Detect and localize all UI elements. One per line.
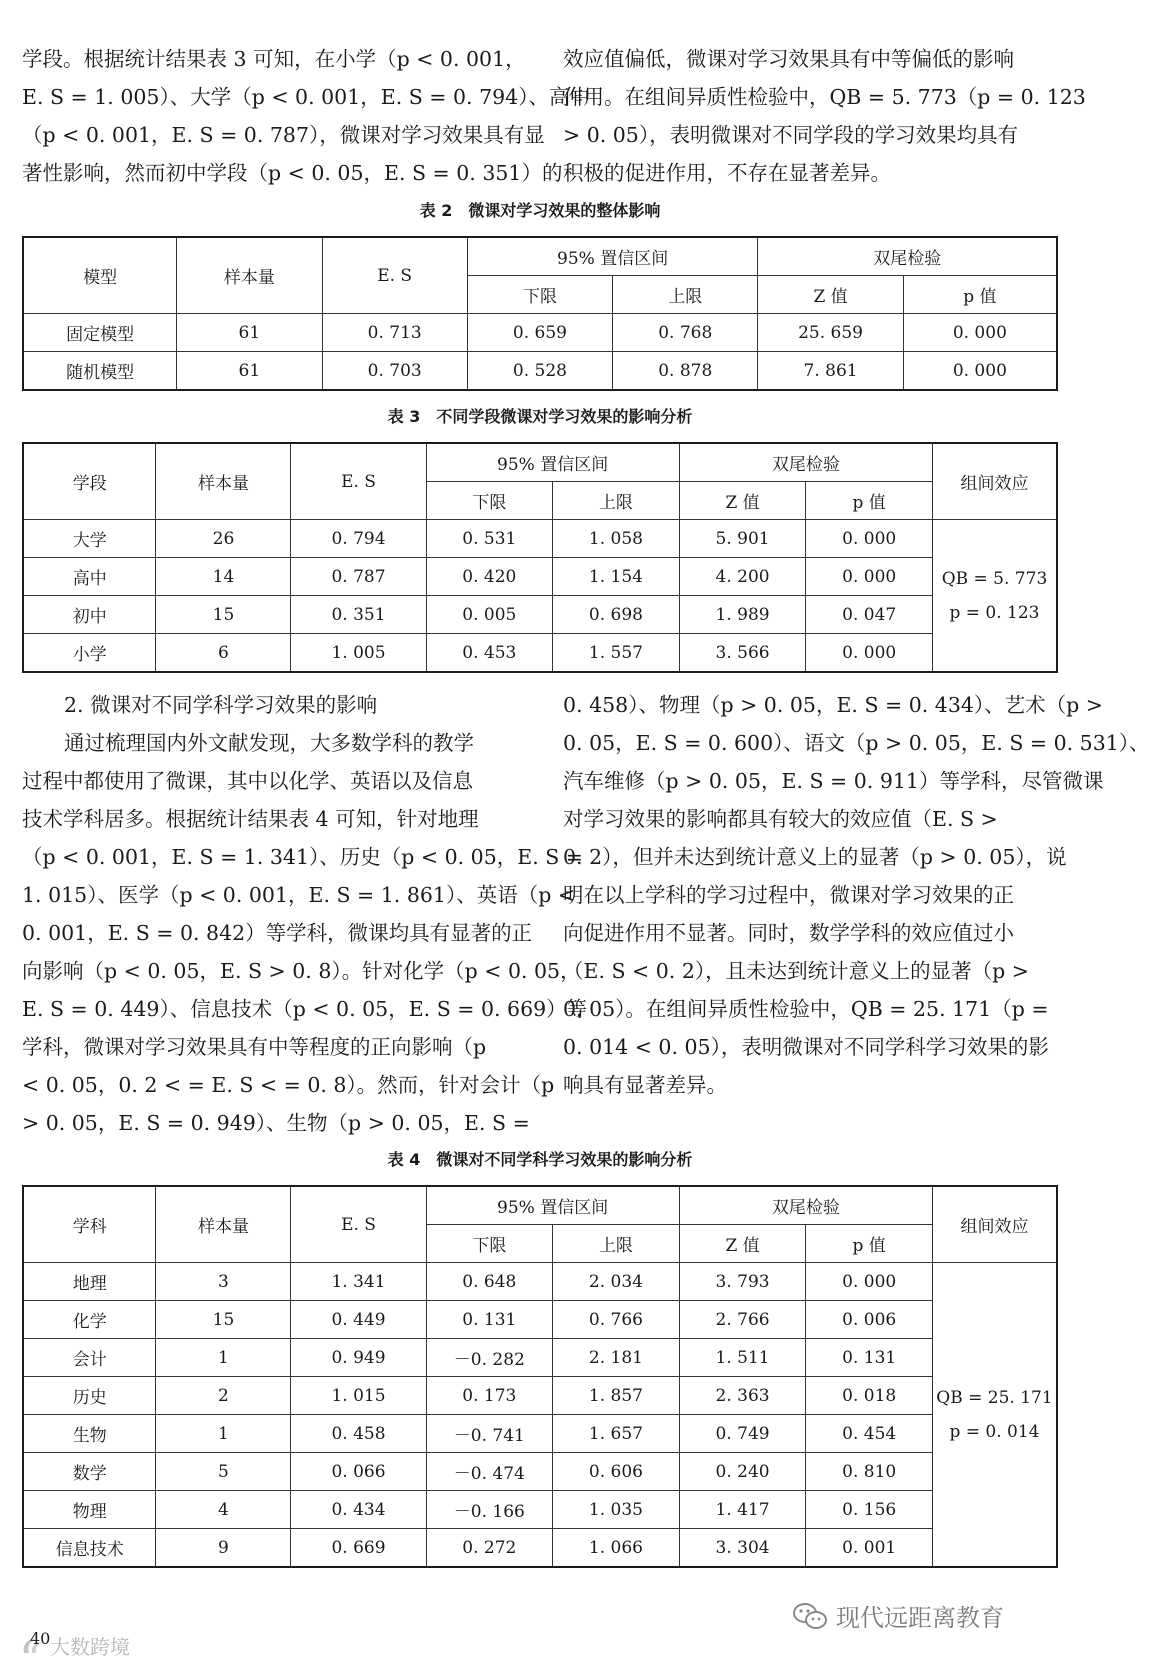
table-cell: 15 — [156, 1301, 291, 1339]
table-cell: 5. 901 — [679, 520, 806, 558]
text-line: 1. 015）、医学（p < 0. 001，E. S = 1. 861）、英语（p < — [22, 883, 576, 907]
section-heading: 2. 微课对不同学科学习效果的影响 — [64, 693, 378, 717]
table-cell: －0. 741 — [426, 1415, 553, 1453]
header-two-tailed-test: 双尾检验 — [758, 237, 1057, 276]
table-cell: 0. 787 — [291, 558, 426, 596]
table-cell: 0. 131 — [806, 1339, 933, 1377]
text-line: 积极的促进作用，不存在显著差异。 — [563, 161, 891, 185]
text-line: 效应值偏低，微课对学习效果具有中等偏低的影响 — [563, 47, 1014, 71]
text-line: 过程中都使用了微课，其中以化学、英语以及信息 — [22, 769, 473, 793]
table-cell: 0. 606 — [553, 1453, 680, 1491]
table-cell: 0. 749 — [679, 1415, 806, 1453]
table-cell: 3 — [156, 1263, 291, 1301]
table-cell: 0. 698 — [553, 596, 680, 634]
table-cell: 0. 420 — [426, 558, 553, 596]
text-line: 0. 014 < 0. 05），表明微课对不同学科学习效果的影 — [563, 1035, 1049, 1059]
table-cell: 0. 006 — [806, 1301, 933, 1339]
table-cell: 4 — [156, 1491, 291, 1529]
table-cell: －0. 166 — [426, 1491, 553, 1529]
mid-right-paragraph — [563, 686, 1150, 1104]
table3-caption: 表 3 不同学段微课对学习效果的影响分析 — [387, 407, 693, 426]
text-line: 学段。根据统计结果表 3 可知，在小学（p < 0. 001， — [22, 47, 526, 71]
table-cell: 9 — [156, 1529, 291, 1568]
table-cell: 会计 — [23, 1339, 156, 1377]
table-cell: －0. 474 — [426, 1453, 553, 1491]
table-cell: 25. 659 — [758, 314, 903, 352]
header-lower: 下限 — [426, 482, 553, 520]
table-cell: 0. 669 — [291, 1529, 426, 1568]
text-line: （p < 0. 001，E. S = 0. 787），微课对学习效果具有显 — [22, 123, 545, 147]
text-line: 明在以上学科的学习过程中，微课对学习效果的正 — [563, 883, 1014, 907]
top-left-paragraph — [22, 40, 590, 192]
page-number: 40 — [30, 1629, 51, 1648]
table4 — [22, 1185, 1058, 1568]
table-cell: 小学 — [23, 634, 156, 673]
table-cell: 0. 000 — [806, 520, 933, 558]
table-cell: 0. 878 — [613, 352, 758, 391]
table-cell: 0. 047 — [806, 596, 933, 634]
wechat-icon — [792, 1601, 828, 1631]
table-cell: 4. 200 — [679, 558, 806, 596]
table-row — [23, 1339, 1057, 1377]
text-line: 0. 458）、物理（p > 0. 05，E. S = 0. 434）、艺术（p > — [563, 693, 1103, 717]
table-cell: 2. 766 — [679, 1301, 806, 1339]
mid-left-paragraph — [22, 686, 588, 1142]
text-line: 0. 001，E. S = 0. 842）等学科，微课均具有显著的正 — [22, 921, 533, 945]
table-cell: 0. 713 — [322, 314, 467, 352]
header-confidence-interval: 95% 置信区间 — [426, 1186, 679, 1225]
text-line: E. S = 0. 449）、信息技术（p < 0. 05，E. S = 0. 669）等 — [22, 997, 588, 1021]
header-confidence-interval: 95% 置信区间 — [467, 237, 758, 276]
header-model: 模型 — [23, 237, 177, 314]
text-line: < 0. 05，0. 2 < = E. S < = 0. 8）。然而，针对会计（p — [22, 1073, 555, 1097]
table-cell: 3. 304 — [679, 1529, 806, 1568]
table-cell: 0. 000 — [806, 634, 933, 673]
table-cell: 2 — [156, 1377, 291, 1415]
table4-caption: 表 4 微课对不同学科学习效果的影响分析 — [387, 1150, 693, 1169]
qb-p-value: p = 0. 123 — [949, 602, 1040, 623]
table-cell: 0. 458 — [291, 1415, 426, 1453]
text-line: 向促进作用不显著。同时，数学学科的效应值过小 — [563, 921, 1014, 945]
table-cell: 0. 703 — [322, 352, 467, 391]
table-cell: 0. 351 — [291, 596, 426, 634]
header-stage: 学段 — [23, 443, 156, 520]
header-between-group-effect: 组间效应 — [932, 1186, 1057, 1263]
table-cell: 0. 648 — [426, 1263, 553, 1301]
text-line: （E. S < 0. 2），且未达到统计意义上的显著（p > — [563, 959, 1029, 983]
table-cell: 0. 453 — [426, 634, 553, 673]
table-row — [23, 1453, 1057, 1491]
table-cell: 61 — [177, 352, 322, 391]
table-cell: 2. 363 — [679, 1377, 806, 1415]
table-cell: 5 — [156, 1453, 291, 1491]
text-line: 作用。在组间异质性检验中，QB = 5. 773（p = 0. 123 — [563, 85, 1086, 109]
table-cell: 初中 — [23, 596, 156, 634]
table-cell: 3. 566 — [679, 634, 806, 673]
watermark-right — [792, 1598, 1004, 1633]
table-row — [23, 352, 1057, 391]
table-cell: 0. 066 — [291, 1453, 426, 1491]
table-cell: 0. 528 — [467, 352, 612, 391]
table-cell: 1. 005 — [291, 634, 426, 673]
table-cell: 0. 659 — [467, 314, 612, 352]
table-cell: 1 — [156, 1339, 291, 1377]
table-cell: －0. 282 — [426, 1339, 553, 1377]
table-row — [23, 1301, 1057, 1339]
header-sample-size: 样本量 — [156, 1186, 291, 1263]
table-cell: 0. 240 — [679, 1453, 806, 1491]
table-cell: 1. 015 — [291, 1377, 426, 1415]
table-cell: 0. 434 — [291, 1491, 426, 1529]
table-cell: 2. 181 — [553, 1339, 680, 1377]
header-z: Z 值 — [679, 1225, 806, 1263]
table-cell: 固定模型 — [23, 314, 177, 352]
text-line: > 0. 05），表明微课对不同学段的学习效果均具有 — [563, 123, 1019, 147]
table2 — [22, 236, 1058, 391]
table-cell: 26 — [156, 520, 291, 558]
table-cell: 1. 857 — [553, 1377, 680, 1415]
header-subject: 学科 — [23, 1186, 156, 1263]
header-effect-size: E. S — [322, 237, 467, 314]
header-two-tailed-test: 双尾检验 — [679, 443, 932, 482]
table-cell: 0. 454 — [806, 1415, 933, 1453]
table-row — [23, 1263, 1057, 1301]
table-cell: 0. 001 — [806, 1529, 933, 1568]
table-cell: 0. 000 — [903, 352, 1057, 391]
header-upper: 上限 — [553, 482, 680, 520]
table-cell: 0. 794 — [291, 520, 426, 558]
text-line: 0. 05，E. S = 0. 600）、语文（p > 0. 05，E. S = 0. 531）、 — [563, 731, 1150, 755]
table-cell: 历史 — [23, 1377, 156, 1415]
between-group-effect-cell — [932, 520, 1057, 673]
header-two-tailed-test: 双尾检验 — [679, 1186, 932, 1225]
table-cell: 1. 066 — [553, 1529, 680, 1568]
table-cell: 高中 — [23, 558, 156, 596]
table-cell: 物理 — [23, 1491, 156, 1529]
table-cell: 1. 511 — [679, 1339, 806, 1377]
text-line: 通过梳理国内外文献发现，大多数学科的教学 — [64, 731, 474, 755]
table-cell: 0. 018 — [806, 1377, 933, 1415]
text-line: > 0. 05，E. S = 0. 949）、生物（p > 0. 05，E. S = — [22, 1111, 530, 1135]
header-upper: 上限 — [553, 1225, 680, 1263]
table2-caption: 表 2 微课对学习效果的整体影响 — [419, 201, 661, 220]
text-line: 技术学科居多。根据统计结果表 4 可知，针对地理 — [22, 807, 479, 831]
table-cell: 14 — [156, 558, 291, 596]
table-row — [23, 1491, 1057, 1529]
header-sample-size: 样本量 — [156, 443, 291, 520]
table-cell: 61 — [177, 314, 322, 352]
table-row — [23, 1415, 1057, 1453]
table-cell: 随机模型 — [23, 352, 177, 391]
table-cell: 0. 768 — [613, 314, 758, 352]
table-cell: 0. 131 — [426, 1301, 553, 1339]
table-cell: 1 — [156, 1415, 291, 1453]
table-cell: 1. 417 — [679, 1491, 806, 1529]
header-effect-size: E. S — [291, 443, 426, 520]
table-cell: 生物 — [23, 1415, 156, 1453]
table-cell: 0. 173 — [426, 1377, 553, 1415]
header-p: p 值 — [806, 482, 933, 520]
table-cell: 7. 861 — [758, 352, 903, 391]
text-line: E. S = 1. 005）、大学（p < 0. 001，E. S = 0. 794）、高中 — [22, 85, 590, 109]
watermark-left-text: 大数跨境 — [50, 1635, 130, 1659]
table-row — [23, 1377, 1057, 1415]
header-p: p 值 — [806, 1225, 933, 1263]
table-cell: 1. 035 — [553, 1491, 680, 1529]
between-group-effect-cell — [932, 1263, 1057, 1568]
table3 — [22, 442, 1058, 673]
table-cell: 0. 810 — [806, 1453, 933, 1491]
top-right-paragraph — [563, 40, 1086, 192]
table-cell: 3. 793 — [679, 1263, 806, 1301]
qb-p-value: p = 0. 014 — [949, 1421, 1040, 1442]
text-line: 对学习效果的影响都具有较大的效应值（E. S > — [563, 807, 998, 831]
table-cell: 1. 341 — [291, 1263, 426, 1301]
table-cell: 信息技术 — [23, 1529, 156, 1568]
header-between-group-effect: 组间效应 — [932, 443, 1057, 520]
table-cell: 0. 000 — [806, 1263, 933, 1301]
table-cell: 地理 — [23, 1263, 156, 1301]
header-p: p 值 — [903, 276, 1057, 314]
header-z: Z 值 — [758, 276, 903, 314]
table-row — [23, 596, 1057, 634]
table-cell: 化学 — [23, 1301, 156, 1339]
table-cell: 2. 034 — [553, 1263, 680, 1301]
table-cell: 6 — [156, 634, 291, 673]
table-row — [23, 520, 1057, 558]
header-lower: 下限 — [467, 276, 612, 314]
table-cell: 1. 989 — [679, 596, 806, 634]
text-line: 响具有显著差异。 — [563, 1073, 727, 1097]
header-effect-size: E. S — [291, 1186, 426, 1263]
table-cell: 1. 657 — [553, 1415, 680, 1453]
table-cell: 0. 949 — [291, 1339, 426, 1377]
table-cell: 0. 766 — [553, 1301, 680, 1339]
text-line: 向影响（p < 0. 05，E. S > 0. 8）。针对化学（p < 0. 05， — [22, 959, 581, 983]
table-cell: 0. 531 — [426, 520, 553, 558]
table-cell: 0. 272 — [426, 1529, 553, 1568]
text-line: 著性影响，然而初中学段（p < 0. 05，E. S = 0. 351）的 — [22, 161, 563, 185]
table-cell: 0. 449 — [291, 1301, 426, 1339]
table-row — [23, 634, 1057, 673]
watermark-right-text: 现代远距离教育 — [836, 1604, 1004, 1632]
table-cell: 0. 156 — [806, 1491, 933, 1529]
text-line: 0. 2），但并未达到统计意义上的显著（p > 0. 05），说 — [563, 845, 1067, 869]
text-line: 汽车维修（p > 0. 05，E. S = 0. 911）等学科，尽管微课 — [563, 769, 1104, 793]
header-lower: 下限 — [426, 1225, 553, 1263]
text-line: （p < 0. 001，E. S = 1. 341）、历史（p < 0. 05，E. S = — [22, 845, 583, 869]
text-line: 学科，微课对学习效果具有中等程度的正向影响（p — [22, 1035, 487, 1059]
header-upper: 上限 — [613, 276, 758, 314]
qb-value: QB = 25. 171 — [936, 1387, 1053, 1408]
table-cell: 1. 557 — [553, 634, 680, 673]
qb-value: QB = 5. 773 — [941, 568, 1048, 589]
table-row — [23, 1529, 1057, 1568]
table-cell: 数学 — [23, 1453, 156, 1491]
table-cell: 0. 005 — [426, 596, 553, 634]
table-cell: 1. 154 — [553, 558, 680, 596]
text-line: 0. 05）。在组间异质性检验中，QB = 25. 171（p = — [563, 997, 1049, 1021]
table-cell: 大学 — [23, 520, 156, 558]
table-row — [23, 558, 1057, 596]
table-cell: 15 — [156, 596, 291, 634]
header-sample-size: 样本量 — [177, 237, 322, 314]
table-cell: 0. 000 — [903, 314, 1057, 352]
table-cell: 0. 000 — [806, 558, 933, 596]
header-z: Z 值 — [679, 482, 806, 520]
table-cell: 1. 058 — [553, 520, 680, 558]
header-confidence-interval: 95% 置信区间 — [426, 443, 679, 482]
table-row — [23, 314, 1057, 352]
